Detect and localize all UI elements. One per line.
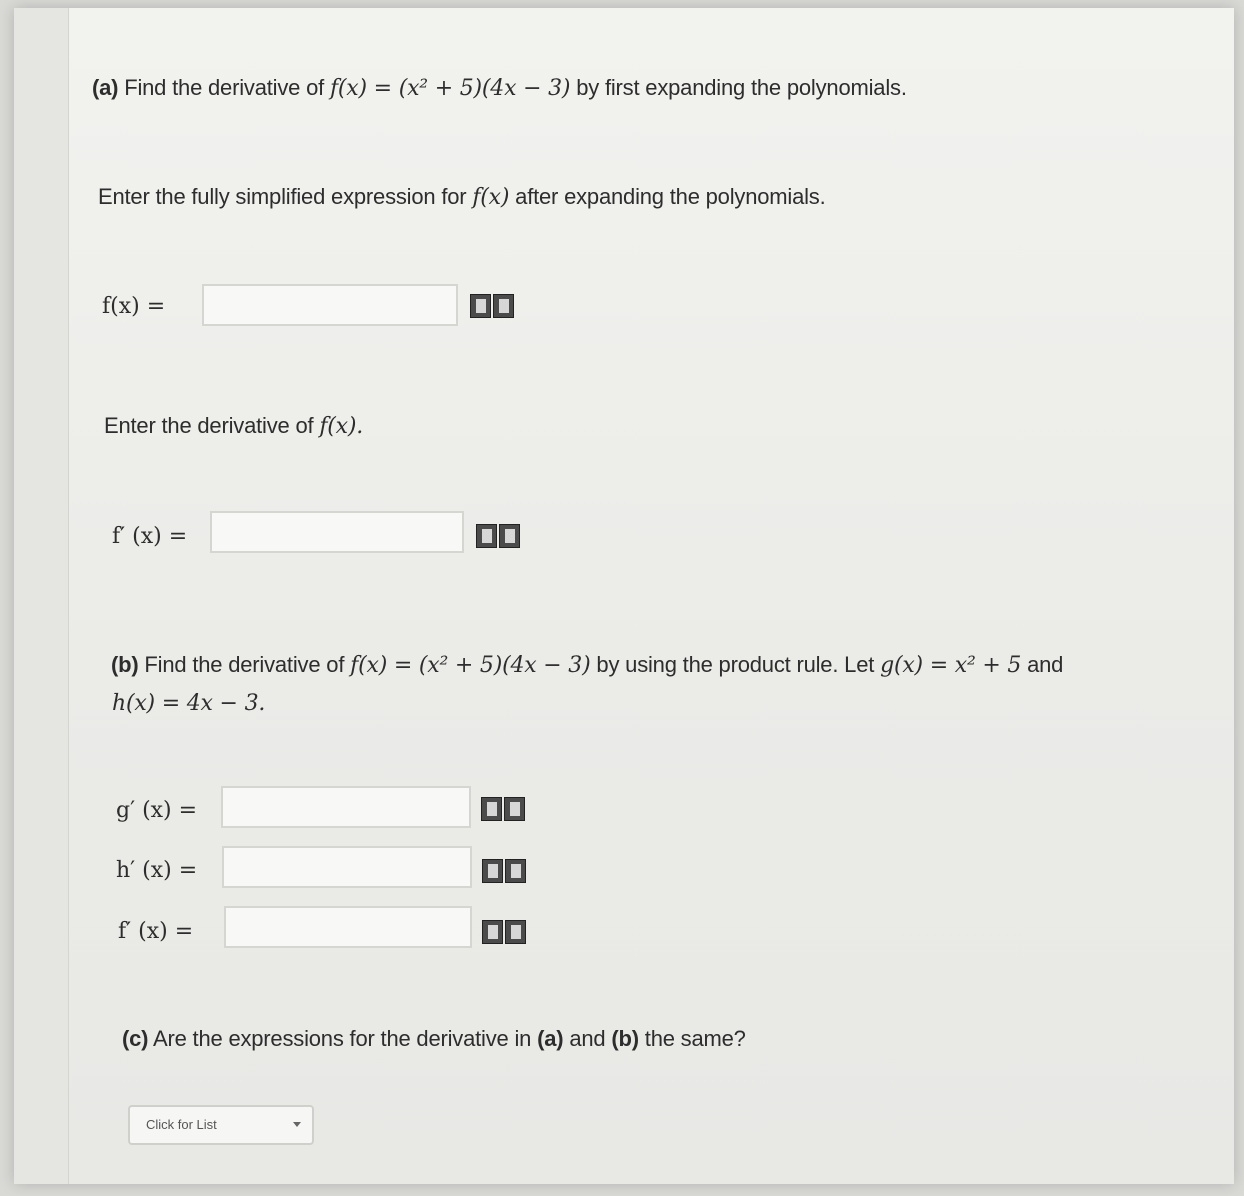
- part-c-label: (c): [122, 1026, 149, 1051]
- question-page: [14, 8, 1234, 1184]
- part-a-fprime-math-tools[interactable]: [476, 524, 520, 548]
- part-a-instruction: [98, 184, 826, 210]
- math-editor-icon[interactable]: [476, 524, 497, 548]
- part-c-middle: and: [563, 1026, 612, 1051]
- part-b-g-definition: g(x) = x² + 5: [880, 653, 1022, 678]
- hprime-input[interactable]: [222, 846, 472, 888]
- dropdown-placeholder: Click for List: [146, 1117, 217, 1132]
- part-a-derivative-fx: f(x).: [319, 414, 364, 439]
- part-a-label: (a): [92, 75, 119, 100]
- fx-answer-input[interactable]: [202, 284, 458, 326]
- part-a-instruction-start: Enter the fully simplified expression for: [98, 184, 473, 209]
- part-b-and: and: [1021, 652, 1064, 677]
- fx-label: f(x) =: [102, 294, 166, 319]
- gprime-label: g′ (x) =: [116, 798, 198, 823]
- math-editor-icon[interactable]: [470, 294, 491, 318]
- part-a-instruction-end: after expanding the polynomials.: [509, 184, 826, 209]
- math-editor-icon[interactable]: [482, 859, 503, 883]
- math-preview-icon[interactable]: [499, 524, 520, 548]
- left-margin: [14, 8, 69, 1184]
- part-c-a-reference: (a): [537, 1026, 564, 1051]
- part-a-fprime-label: f′ (x) =: [112, 524, 188, 549]
- gprime-input[interactable]: [221, 786, 471, 828]
- hprime-label: h′ (x) =: [116, 858, 198, 883]
- math-preview-icon[interactable]: [505, 920, 526, 944]
- part-b-label: (b): [111, 652, 139, 677]
- part-c-question: [122, 1026, 746, 1052]
- part-a-suffix: by first expanding the polynomials.: [570, 75, 907, 100]
- math-editor-icon[interactable]: [481, 797, 502, 821]
- chevron-down-icon: [293, 1122, 301, 1127]
- fx-math-tools[interactable]: [470, 294, 514, 318]
- part-a-fprime-input[interactable]: [210, 511, 464, 553]
- math-preview-icon[interactable]: [493, 294, 514, 318]
- part-a-instruction-fx: f(x): [472, 185, 510, 210]
- part-b-fprime-label: f′ (x) =: [118, 919, 194, 944]
- part-c-answer-dropdown[interactable]: [128, 1105, 314, 1145]
- part-a-derivative-instruction: [104, 413, 363, 439]
- part-b-function: f(x) = (x² + 5)(4x − 3): [350, 653, 591, 678]
- part-b-fprime-input[interactable]: [224, 906, 472, 948]
- part-b-heading: [111, 652, 1063, 678]
- part-a-prefix: Find the derivative of: [118, 75, 330, 100]
- part-c-b-reference: (b): [611, 1026, 639, 1051]
- math-editor-icon[interactable]: [482, 920, 503, 944]
- part-b-prefix: Find the derivative of: [138, 652, 351, 677]
- part-c-end: the same?: [638, 1026, 746, 1051]
- part-b-fprime-math-tools[interactable]: [482, 920, 526, 944]
- part-c-text-start: Are the expressions for the derivative in: [148, 1026, 538, 1051]
- gprime-math-tools[interactable]: [481, 797, 525, 821]
- part-b-h-definition-line: [112, 690, 265, 716]
- part-b-suffix: by using the product rule. Let: [590, 652, 881, 677]
- math-preview-icon[interactable]: [504, 797, 525, 821]
- math-preview-icon[interactable]: [505, 859, 526, 883]
- part-a-heading: [92, 75, 907, 101]
- part-a-function: f(x) = (x² + 5)(4x − 3): [329, 76, 571, 101]
- part-a-derivative-start: Enter the derivative of: [104, 413, 320, 438]
- part-b-h-definition: h(x) = 4x − 3.: [112, 691, 266, 716]
- hprime-math-tools[interactable]: [482, 859, 526, 883]
